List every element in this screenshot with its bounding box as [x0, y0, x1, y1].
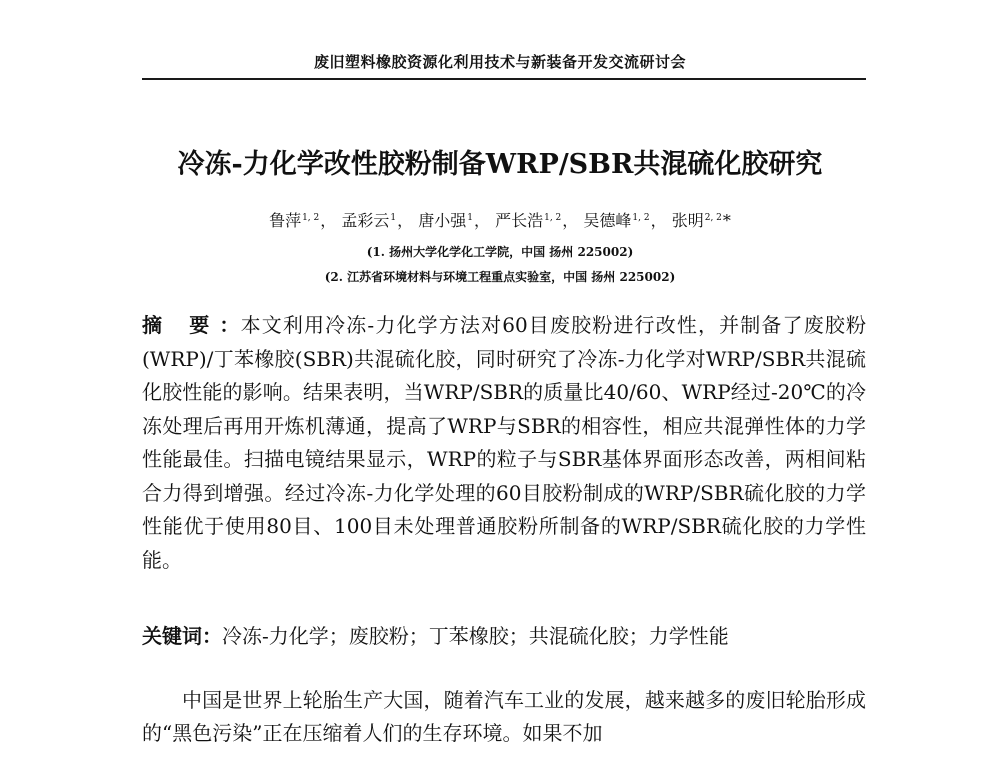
abstract-text: 本文利用冷冻-力化学方法对60目废胶粉进行改性，并制备了废胶粉(WRP)/丁苯橡胶(SBR)共混硫化胶，同时研究了冷冻-力化学对WRP/SBR共混硫化胶性能的影响。结果表明，当WRP/SBR的质量比40/60、WRP经过-20℃的冷冻处理后再用开炼机薄通，提高了WRP与SBR的相容性，相应共混弹性体的力学性能最佳。扫描电镜结果显示，WRP的粒子与SBR基体界面形态改善，两相间粘合力得到增强。经过冷冻-力化学处理的60目胶粉制成的WRP/SBR硫化胶的力学性能优于使用80目、100目未处理普通胶粉所制备的WRP/SBR硫化胶的力学性能。 — [142, 313, 866, 572]
header-divider — [142, 78, 866, 80]
author-affiliation-mark: 1, 2 — [544, 213, 562, 223]
author-list — [0, 208, 1000, 231]
author-affiliation-mark: 2, 2 — [704, 213, 722, 223]
author: 吴德峰$^{1, 2}$， — [583, 211, 667, 230]
author-affiliation-mark: 1, 2 — [302, 213, 320, 223]
paper-title: 冷冻-力化学改性胶粉制备WRP/SBR共混硫化胶研究 — [177, 149, 823, 180]
author-affiliation-mark: 1, 2 — [632, 213, 650, 223]
author: 孟彩云$^1$， — [341, 211, 414, 230]
author: 鲁萍$^{1, 2}$， — [269, 211, 337, 230]
running-header: 废旧塑料橡胶资源化利用技术与新装备开发交流研讨会 — [313, 53, 686, 71]
author: 唐小强$^1$， — [418, 211, 490, 230]
abstract-colon: ： — [219, 313, 241, 337]
author: 严长浩$^{1, 2}$， — [495, 211, 579, 230]
body-paragraph: 中国是世界上轮胎生产大国，随着汽车工业的发展，越来越多的废旧轮胎形成的“黑色污染”正在压缩着人们的生存环境。如果不加 — [142, 688, 866, 745]
keywords-label: 关键词： — [142, 624, 222, 648]
keywords — [142, 620, 866, 653]
affiliation-2: (2. 江苏省环境材料与环境工程重点实验室，中国 扬州 225002) — [324, 270, 676, 284]
keywords-text: 冷冻-力化学；废胶粉；丁苯橡胶；共混硫化胶；力学性能 — [222, 624, 729, 648]
author-affiliation-mark: 1 — [390, 213, 397, 223]
author: 张明$^{2, 2}$* — [671, 211, 731, 230]
abstract-label: 摘 要 — [142, 313, 220, 337]
abstract — [142, 309, 866, 577]
affiliation-1: (1. 扬州大学化学化工学院，中国 扬州 225002) — [366, 245, 634, 259]
author-affiliation-mark: 1 — [467, 213, 473, 223]
